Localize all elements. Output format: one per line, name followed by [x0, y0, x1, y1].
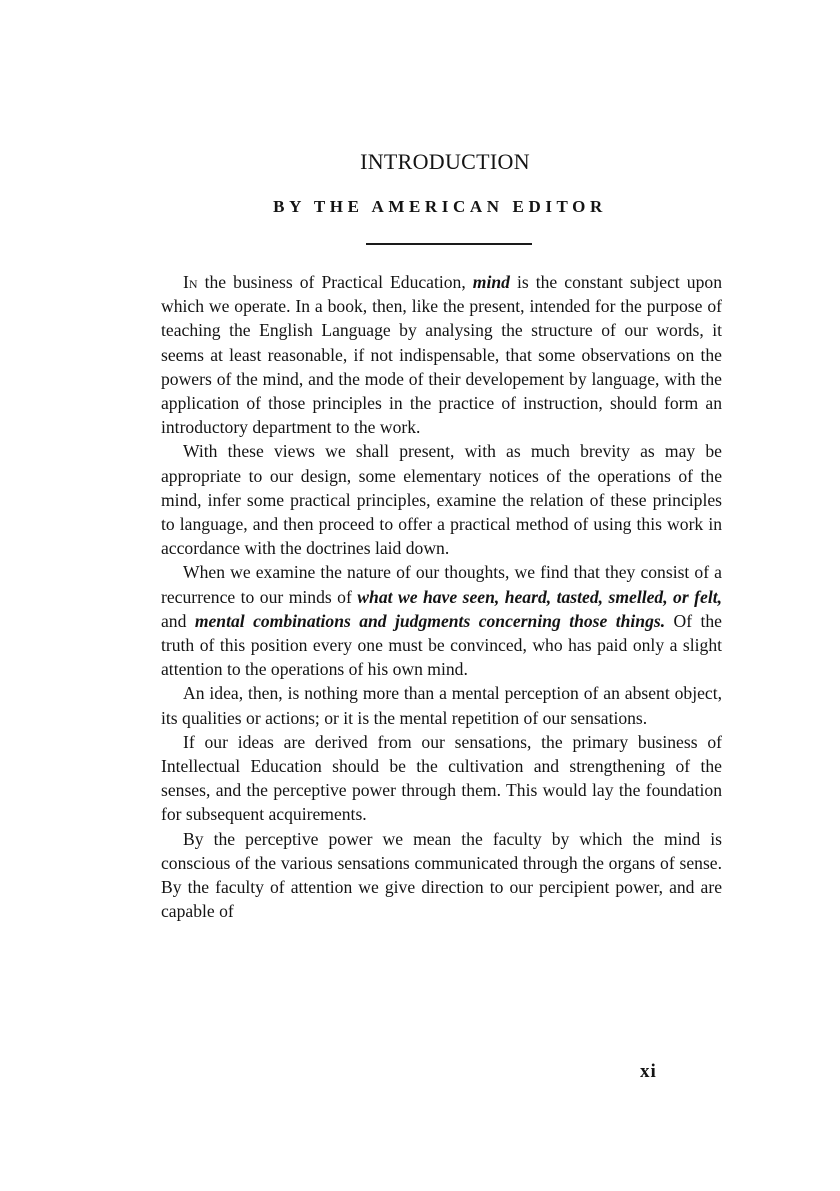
paragraph-2: With these views we shall present, with as much brevity as may be appropriate to our design, some elementary notices of the operations of the mind, infer some practical principles, examine the relation of these principles to language, and then proceed to offer a practical method of using this work in accordance with the doctrines laid down. [161, 441, 722, 559]
paragraph-3-text-b: and [161, 610, 195, 631]
page-title: INTRODUCTION [360, 149, 530, 174]
page-number: xi [640, 1061, 657, 1082]
drop-word: In [183, 272, 198, 292]
paragraph-3-emphasis-a: what we have seen, heard, tasted, smelled, or felt, [357, 586, 722, 607]
paragraph-3-text-a: When we examine the nature of our thoughts, we find that they consist of a recurrence to our minds of [161, 562, 722, 607]
body-text [161, 270, 722, 923]
paragraph-1 [161, 270, 722, 439]
page-subtitle: BY THE AMERICAN EDITOR [273, 197, 607, 216]
paragraph-1-text: the business of Practical Education, [197, 272, 473, 292]
paragraph-6: By the perceptive power we mean the faculty by which the mind is conscious of the various sensations communicated through the organs of sense. By the faculty of attention we give direction to our percipient power, and are capable of [161, 828, 722, 922]
paragraph-5: If our ideas are derived from our sensations, the primary business of Intellectual Education should be the cultivation and strengthening of the senses, and the perceptive power through them. This would lay the foundation for subsequent acquirements. [161, 731, 722, 825]
paragraph-3-text-c: Of the truth of this position every one must be convinced, who has paid only a slight attention to the operations of his own mind. [161, 610, 722, 680]
title-divider [366, 243, 532, 245]
paragraph-3-emphasis-b: mental combinations and judgments concerning those things. [194, 610, 666, 631]
paragraph-1-emphasis: mind [472, 272, 510, 292]
paragraph-4: An idea, then, is nothing more than a mental perception of an absent object, its qualities or actions; or it is the mental repetition of our sensations. [161, 683, 722, 728]
paragraph-1-text-cont: is the constant subject upon which we operate. In a book, then, like the present, intended for the purpose of teaching the English Language by analysing the structure of our words, it seems at least reasonable, if not indispensable, that some observations on the powers of the mind, and the mode of their developement by language, with the application of those principles in the practice of instruction, should form an introductory department to the work. [161, 272, 722, 438]
paragraph-3 [161, 560, 722, 681]
